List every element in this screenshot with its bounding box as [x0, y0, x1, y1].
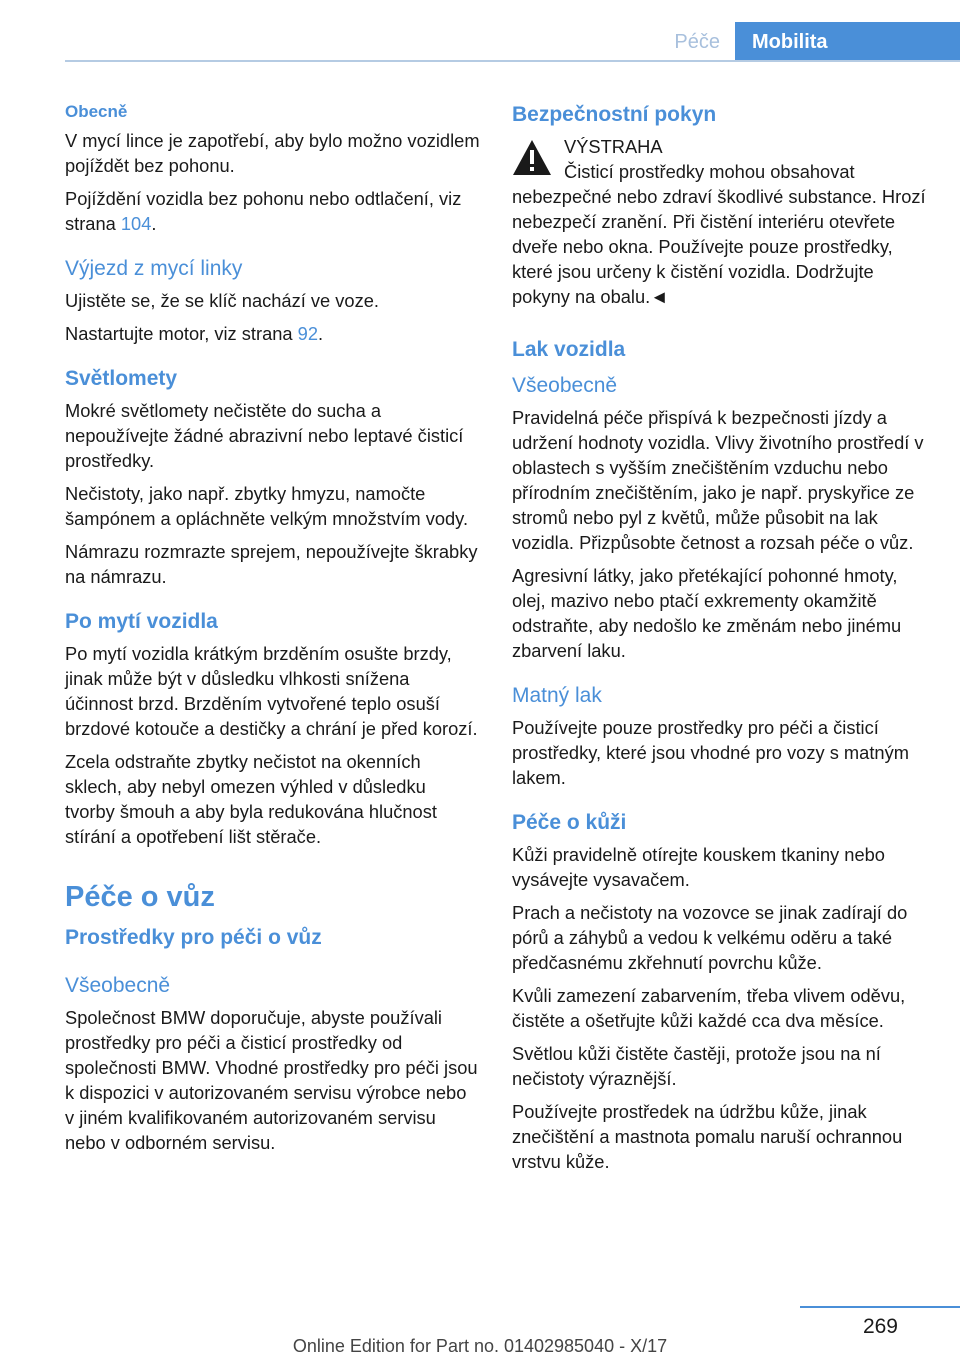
page-link-92[interactable]: 92 — [297, 323, 319, 344]
warning-paragraph — [512, 134, 927, 309]
kuze-paragraph-2: Prach a nečistoty na vozovce se jinak zadírají do pórů a záhybů a vedou k velkému oděru a také předčasnému zkřehnutí povrchu kůže. — [512, 902, 908, 973]
footer-rule — [800, 1306, 960, 1308]
heading-po-myti: Po mytí vozidla — [65, 610, 218, 633]
obecne-paragraph-1: V mycí lince je zapotřebí, aby bylo možno vozidlem pojíždět bez pohonu. — [65, 130, 480, 176]
tab-care[interactable]: Péče — [674, 31, 720, 53]
heading-matny-lak: Matný lak — [512, 684, 602, 707]
heading-bezpecnostni: Bezpečnostní pokyn — [512, 103, 717, 126]
heading-prostredky: Prostředky pro péči o vůz — [65, 926, 322, 949]
vyjezd-paragraph-2 — [65, 321, 480, 346]
svetlomety-paragraph-3: Námrazu rozmrazte sprejem, nepoužívejte škrabky na námrazu. — [65, 541, 478, 587]
right-column — [512, 100, 927, 1182]
vseobecne-paragraph-1: Společnost BMW doporučuje, abyste používali prostředky pro péči a čisticí prostředky od společnosti BMW. Vhodné prostředky pro péči jsou k dispozici v autorizovaném servisu výrobce nebo v jiném kvalifikovaném autorizovaném servisu nebo v odborném servisu. — [65, 1007, 478, 1153]
heading-lak: Lak vozidla — [512, 338, 626, 361]
heading-vseobecne: Všeobecně — [65, 974, 171, 997]
lak-paragraph-1: Pravidelná péče přispívá k bezpečnosti jízdy a udržení hodnoty vozidla. Vlivy životního prostředí v oblastech s vyšším znečištěním vzduchu nebo přírodním znečištěním, jako je např. pryskyřice ze stromů nebo pyl z květů, může působit na lak vozidla. Přizpůsobte četnost a rozsah péče o vůz. — [512, 407, 924, 553]
header-rule — [65, 60, 960, 62]
warning-block — [512, 134, 927, 309]
po-myti-paragraph-1: Po mytí vozidla krátkým brzděním osušte brzdy, jinak může být v důsledku vlhkosti snížena účinnost brzd. Brzděním vytvořené teplo osuší brzdové kotouče a destičky a chrání je před korozí. — [65, 643, 478, 739]
po-myti-paragraph-2: Zcela odstraňte zbytky nečistot na okenních sklech, aby nebyl omezen výhled v důsledku tvorby šmouh a aby byla redukována hlučnost stírání a opotřebení lišt stěrače. — [65, 751, 437, 847]
vyjezd-p2-text: Nastartujte motor, viz strana — [65, 323, 298, 344]
heading-pece-o-kuzi: Péče o kůži — [512, 811, 627, 834]
warning-triangle-icon — [512, 138, 552, 178]
vyjezd-p2-end: . — [318, 323, 324, 344]
obecne-p2-text: Pojíždění vozidla bez pohonu nebo odtlačení, viz strana — [65, 188, 462, 234]
obecne-paragraph-2 — [65, 186, 480, 236]
heading-obecne: Obecně — [65, 102, 128, 121]
svetlomety-paragraph-1: Mokré světlomety nečistěte do sucha a nepoužívejte žádné abrazivní nebo leptavé čisticí prostředky. — [65, 400, 464, 471]
kuze-paragraph-4: Světlou kůži čistěte častěji, protože jsou na ní nečistoty výraznější. — [512, 1043, 881, 1089]
obecne-p2-end: . — [151, 213, 157, 234]
page-number: 269 — [862, 1315, 898, 1338]
heading-lak-vseobecne: Všeobecně — [512, 374, 618, 397]
header-bar — [65, 0, 960, 62]
kuze-paragraph-1: Kůži pravidelně otírejte kouskem tkaniny nebo vysávejte vysavačem. — [512, 844, 885, 890]
lak-paragraph-2: Agresivní látky, jako přetékající pohonné hmoty, olej, mazivo nebo ptačí exkrementy okamžitě odstraňte, aby nedošlo ke změnám nebo jinému zbarvení laku. — [512, 565, 902, 661]
heading-vyjezd: Výjezd z mycí linky — [65, 257, 243, 280]
warning-title: VÝSTRAHA — [564, 136, 663, 157]
heading-svetlomety: Světlomety — [65, 367, 178, 390]
page-link-104[interactable]: 104 — [120, 213, 152, 234]
svetlomety-paragraph-2: Nečistoty, jako např. zbytky hmyzu, namočte šampónem a opláchněte velkým množstvím vody. — [65, 483, 469, 529]
vyjezd-paragraph-1: Ujistěte se, že se klíč nachází ve voze. — [65, 290, 379, 311]
left-column — [65, 100, 480, 1163]
warning-text: Čisticí prostředky mohou obsahovat nebezpečné nebo zdraví škodlivé substance. Hrozí nebezpečí zranění. Při čistění interiéru otevřete dveře nebo okna. Používejte pouze prostředky, které jsou určeny k čistění vozidla. Dodržujte pokyny na obalu.◄ — [512, 161, 926, 307]
kuze-paragraph-5: Používejte prostředek na údržbu kůže, jinak znečištění a mastnota pomalu naruší ochrannou vrstvu kůže. — [512, 1101, 903, 1172]
tab-mobility[interactable]: Mobilita — [735, 22, 960, 62]
heading-pece-o-vuz: Péče o vůz — [65, 881, 215, 913]
edition-footer: Online Edition for Part no. 01402985040 - X/17 — [292, 1336, 668, 1356]
matny-paragraph-1: Používejte pouze prostředky pro péči a čisticí prostředky, které jsou vhodné pro vozy s matným lakem. — [512, 717, 909, 788]
kuze-paragraph-3: Kvůli zamezení zabarvením, třeba vlivem oděvu, čistěte a ošetřujte kůži každé cca dva měsíce. — [512, 985, 906, 1031]
